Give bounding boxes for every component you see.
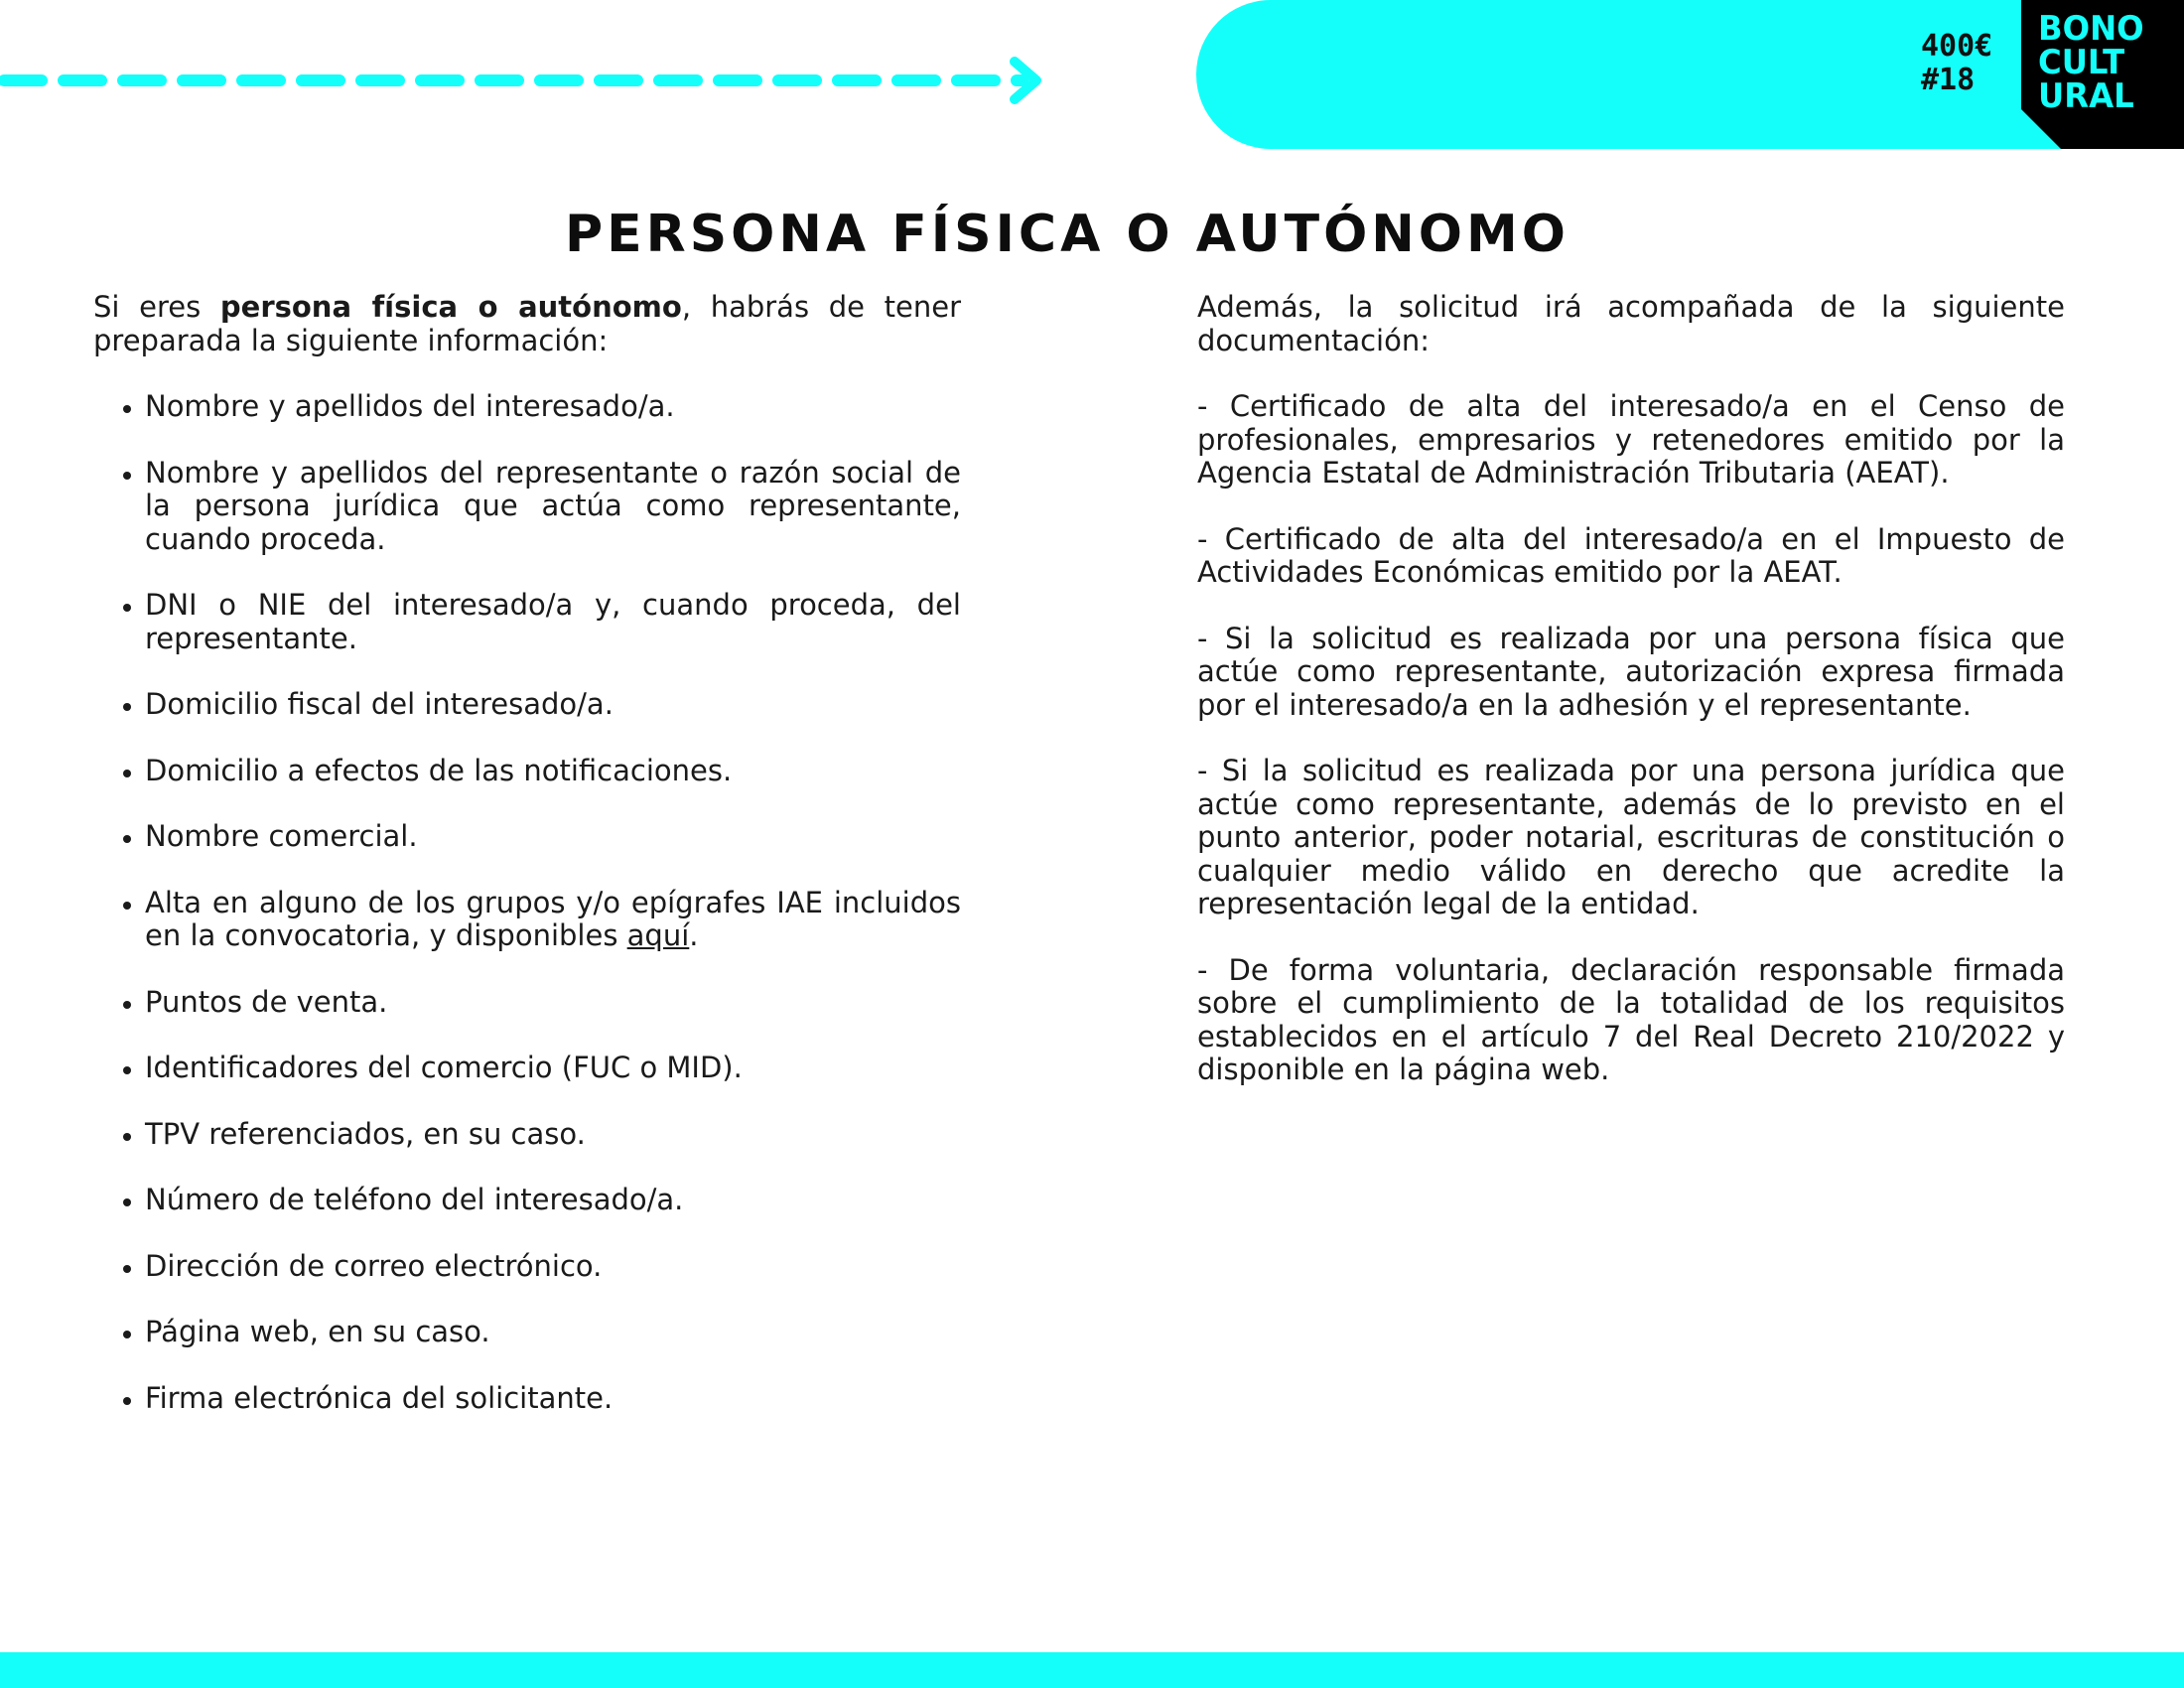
page-title: PERSONA FÍSICA O AUTÓNOMO: [565, 205, 1570, 264]
documentation-paragraph: - Certificado de alta del interesado/a en el Censo de profesionales, empresarios y retenedores emitido por la Agencia Estatal de Administración Tributaria (AEAT).: [1197, 389, 2065, 490]
aqui-link[interactable]: aquí: [626, 918, 690, 952]
list-item: • Domicilio fiscal del interesado/a.: [145, 688, 961, 722]
list-item: • Página web, en su caso.: [145, 1316, 961, 1349]
documentation-paragraph: Además, la solicitud irá acompañada de la siguiente documentación:: [1197, 290, 2065, 357]
number-label: #18: [1921, 63, 1976, 97]
logo-line-1: BONO: [2038, 9, 2144, 49]
documentation-paragraph: - Si la solicitud es realizada por una persona física que actúe como representante, autorización expresa firmada por el interesado/a en la adhesión y el representante.: [1197, 621, 2065, 722]
footer-bar: [0, 1652, 2184, 1688]
documentation-paragraph: - Si la solicitud es realizada por una persona jurídica que actúe como representante, además de lo previsto en el punto anterior, poder notarial, escrituras de constitución o cualquier medio válido en derecho que acredite la representación legal de la entidad.: [1197, 754, 2065, 920]
amount-label: 400€: [1921, 29, 1993, 64]
list-item: • Identificadores del comercio (FUC o MID).: [145, 1052, 961, 1085]
intro-bold: persona física o autónomo: [219, 290, 682, 324]
list-item: • Puntos de venta.: [145, 986, 961, 1020]
right-column: [1197, 291, 2065, 1120]
documentation-paragraph: - De forma voluntaria, declaración responsable firmada sobre el cumplimiento de la totalidad de los requisitos establecidos en el artículo 7 del Real Decreto 210/2022 y disponible en la página web.: [1197, 952, 2065, 1086]
list-item: • Nombre y apellidos del interesado/a.: [145, 390, 961, 424]
list-item: • Domicilio a efectos de las notificaciones.: [145, 755, 961, 788]
requirements-list: [93, 390, 961, 1415]
list-item: • Número de teléfono del interesado/a.: [145, 1184, 961, 1217]
left-column: [93, 291, 961, 1448]
dashed-arrow-icon: [0, 56, 1052, 105]
list-item: • DNI o NIE del interesado/a y, cuando proceda, del representante.: [145, 589, 961, 655]
documentation-paragraph: - Certificado de alta del interesado/a en el Impuesto de Actividades Económicas emitido por la AEAT.: [1197, 521, 2065, 589]
intro-prefix: Si eres: [93, 290, 220, 324]
list-item: [145, 887, 961, 953]
intro-suffix: , habrás de tener preparada la siguiente información:: [93, 290, 962, 357]
list-item: • Firma electrónica del solicitante.: [145, 1382, 961, 1416]
list-item-text: Alta en alguno de los grupos y/o epígrafes IAE incluidos en la convocatoria, y disponibles: [145, 885, 961, 952]
list-item: • Nombre y apellidos del representante o razón social de la persona jurídica que actúa como representante, cuando proceda.: [145, 457, 961, 557]
link-suffix: .: [689, 918, 699, 952]
logo-line-3: URAL: [2038, 76, 2134, 116]
bono-cultural-logo: [2038, 9, 2149, 116]
list-item: • Dirección de correo electrónico.: [145, 1250, 961, 1284]
list-item: • TPV referenciados, en su caso.: [145, 1118, 961, 1152]
logo-line-2: CULT: [2038, 43, 2125, 82]
intro-paragraph: [93, 291, 961, 357]
list-item: • Nombre comercial.: [145, 820, 961, 854]
header-badge: [1921, 30, 1992, 97]
